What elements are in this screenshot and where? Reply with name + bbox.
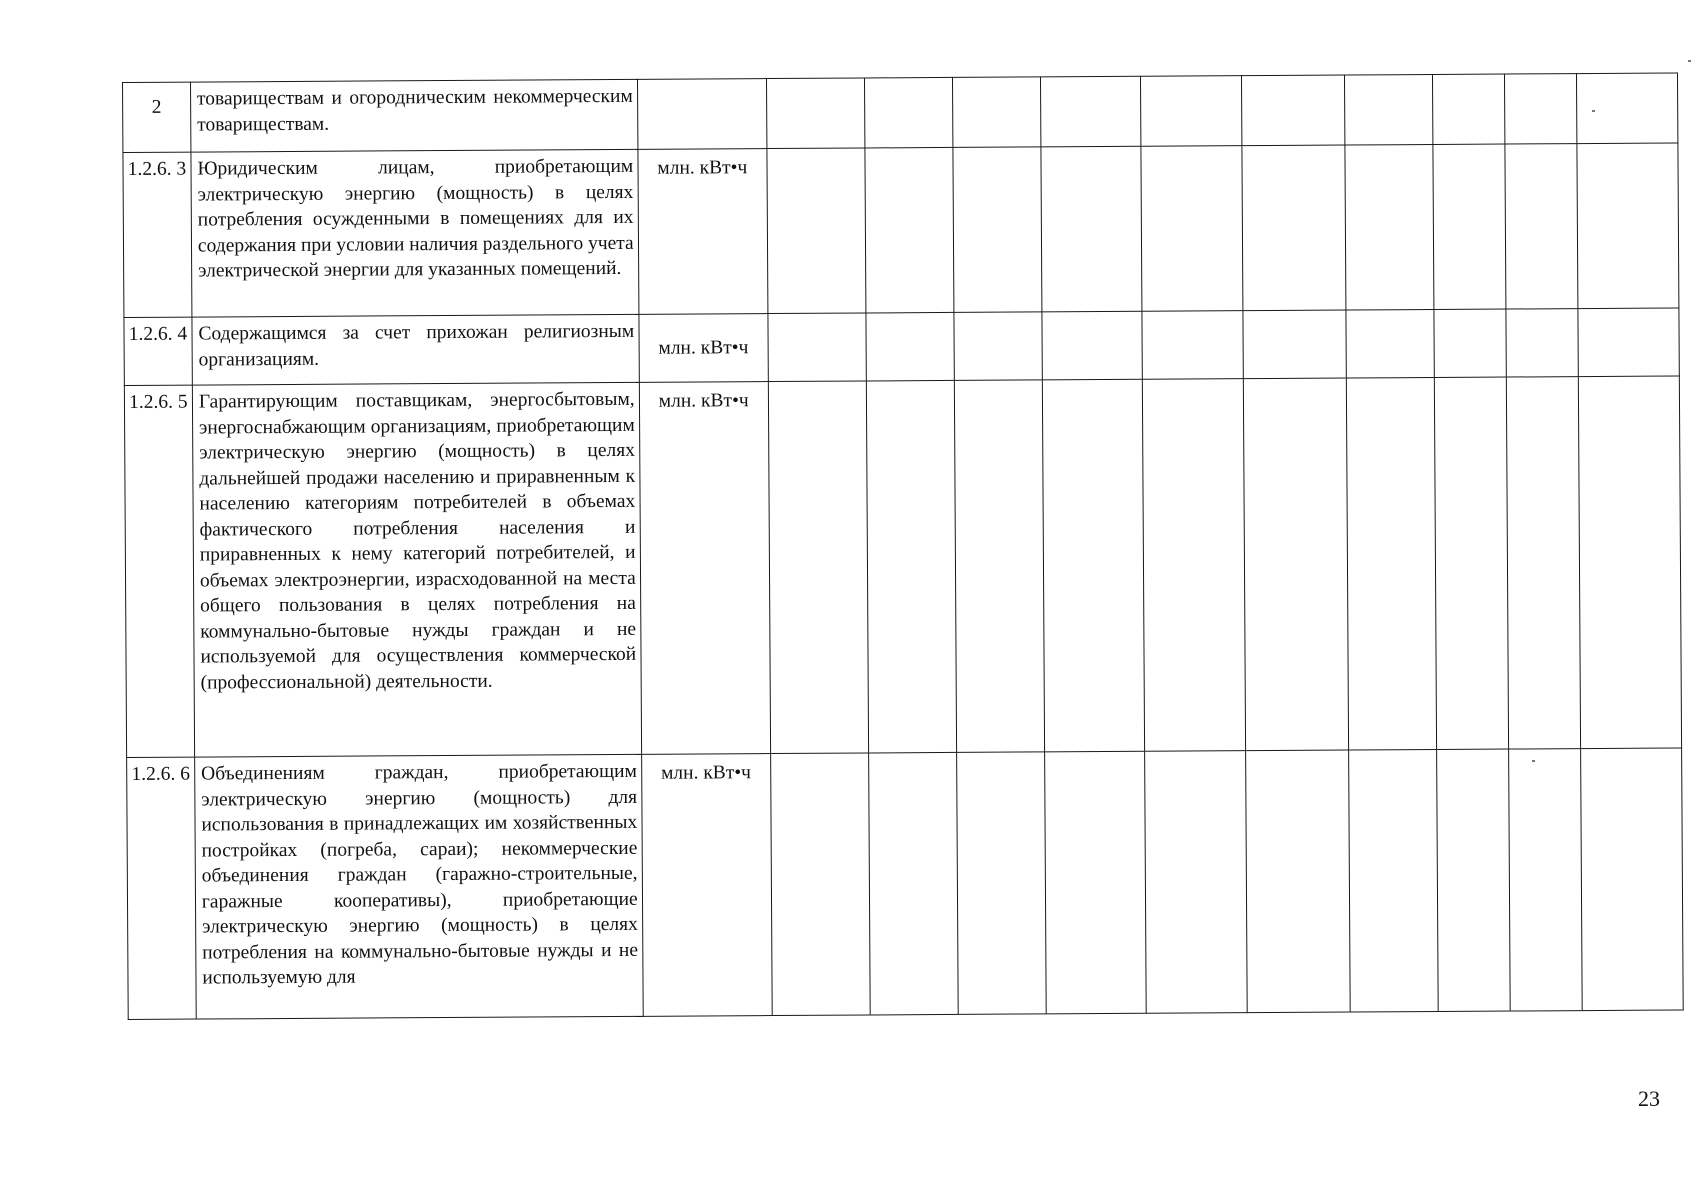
empty-cell [1508, 749, 1582, 1011]
empty-cell [1145, 751, 1247, 1014]
table-row [123, 143, 1679, 317]
empty-cell [1578, 308, 1679, 377]
empty-cell [1506, 377, 1581, 749]
row-unit: млн. кВт•ч [638, 149, 768, 315]
empty-cell [1141, 146, 1243, 312]
empty-cell [953, 147, 1042, 313]
table-row [124, 308, 1679, 385]
empty-cell [953, 77, 1041, 148]
empty-cell [1578, 376, 1681, 749]
empty-cell [1141, 76, 1242, 147]
row-description: Объединениям граждан, приобретающим электрическую энергию (мощность) для использования в принадлежащих им хозяйственных постройках (погреба, сараи); некоммерческие объединения граждан (гаражно-строительные, гаражные кооперативы), приобретающие электрическую энергию (мощность) в целях потребления на коммунально-бытовые нужды и не используемую для [195, 754, 643, 1019]
empty-cell [768, 381, 869, 754]
empty-cell [1436, 749, 1510, 1011]
empty-cell [1143, 379, 1246, 752]
empty-cell [1345, 144, 1434, 310]
scan-speck [1532, 760, 1535, 762]
row-description: Юридическим лицам, приобретающим электрическую энергию (мощность) в целях потребления осужденными в помещениях для их содержания при условии наличия раздельного учета электрической энергии для указанных помещений. [191, 149, 639, 317]
row-description: Содержащимся за счет прихожан религиозным организациям. [192, 314, 639, 385]
empty-cell [954, 312, 1042, 381]
empty-cell [957, 752, 1046, 1015]
row-number: 1.2.6. 5 [124, 385, 194, 757]
empty-cell [1433, 144, 1506, 309]
empty-cell [1041, 146, 1143, 312]
empty-cell [954, 380, 1044, 753]
row-unit: млн. кВт•ч [639, 314, 769, 383]
empty-cell [1040, 76, 1141, 147]
empty-cell [1242, 145, 1346, 311]
table-row [127, 748, 1684, 1019]
empty-cell [1042, 379, 1145, 752]
row-description: товариществам и огородническим некоммерческим товариществам. [190, 79, 637, 152]
empty-cell [770, 753, 870, 1016]
empty-cell [766, 78, 865, 149]
empty-cell [1581, 748, 1683, 1011]
empty-cell [1505, 144, 1578, 309]
empty-cell [865, 77, 953, 148]
empty-cell [1246, 750, 1351, 1013]
empty-cell [1349, 749, 1438, 1012]
row-description: Гарантирующим поставщикам, энергосбытовым, энергоснабжающим организациям, приобретающим электрическую энергию (мощность) в целях дальнейшей продажи населению и приравненным к населению категориям потребителей в объемах фактического потребления населения и приравненных к нему категорий потребителей, и объемах электроэнергии, израсходованной на места общего пользования в целях потребления на коммунально-бытовые нужды граждан и не используемой для осуществления коммерческой (профессиональной) деятельности. [192, 382, 641, 757]
empty-cell [1044, 751, 1146, 1014]
page-number: 23 [1638, 1086, 1660, 1111]
row-unit [637, 79, 767, 150]
empty-cell [1042, 311, 1143, 380]
empty-cell [1142, 311, 1243, 380]
empty-cell [866, 312, 954, 381]
empty-cell [1434, 309, 1507, 377]
empty-cell [1504, 74, 1577, 144]
empty-cell [1346, 377, 1436, 750]
empty-cell [865, 147, 954, 313]
empty-cell [767, 148, 867, 314]
empty-cell [1577, 143, 1679, 309]
row-number: 1.2.6. 3 [123, 152, 192, 317]
scan-speck [1592, 110, 1595, 112]
table-row [124, 376, 1681, 757]
empty-cell [1346, 309, 1434, 378]
empty-cell [867, 380, 957, 753]
empty-cell [1243, 378, 1348, 751]
empty-cell [1434, 377, 1509, 749]
empty-cell [1577, 73, 1678, 144]
empty-cell [1432, 74, 1505, 144]
empty-cell [1243, 310, 1346, 379]
row-number: 2 [123, 82, 191, 152]
scan-speck [1688, 60, 1691, 62]
empty-cell [1242, 75, 1345, 146]
empty-cell [869, 752, 958, 1015]
row-number: 1.2.6. 6 [127, 757, 196, 1019]
row-unit: млн. кВт•ч [641, 754, 772, 1017]
empty-cell [1506, 309, 1579, 377]
data-table [122, 72, 1684, 1019]
empty-cell [768, 313, 867, 382]
empty-cell [1344, 74, 1432, 145]
row-number: 1.2.6. 4 [124, 317, 192, 385]
table-row [123, 73, 1678, 152]
row-unit: млн. кВт•ч [639, 382, 770, 755]
